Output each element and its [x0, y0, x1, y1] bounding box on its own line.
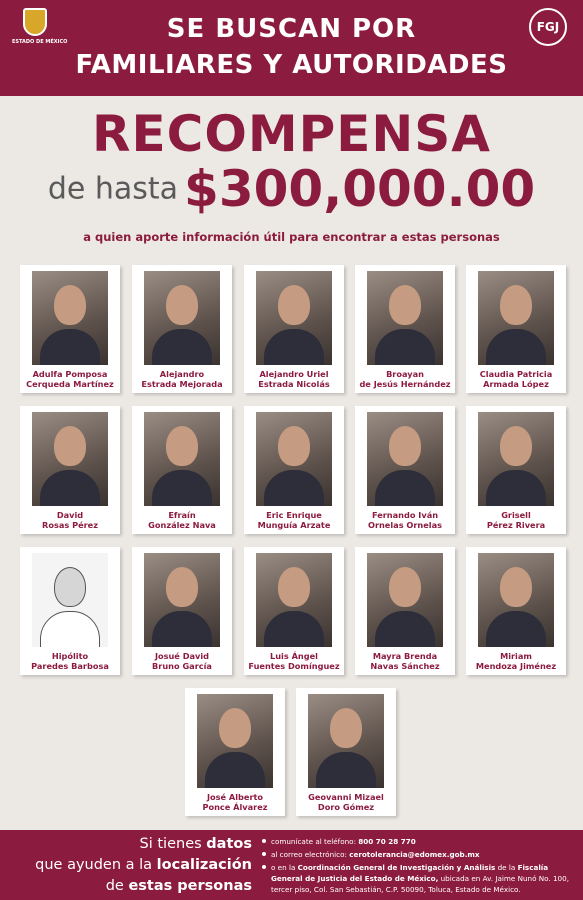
- person-card: [185, 688, 285, 816]
- person-name: Geovanni Mizael Doro Gómez: [308, 792, 384, 812]
- person-card: [132, 265, 232, 393]
- person-photo: [367, 553, 443, 647]
- person-name: Adulfa Pomposa Cerqueda Martínez: [26, 369, 114, 389]
- contact-phone: comunícate al teléfono: 800 70 28 770: [262, 836, 578, 847]
- person-photo: [32, 271, 108, 365]
- person-photo: [367, 271, 443, 365]
- header-line-1: SE BUSCAN POR: [166, 14, 417, 44]
- person-card: [296, 688, 396, 816]
- person-card: [244, 265, 344, 393]
- contact-email: al correo electrónico: cerotolerancia@edomex.gob.mx: [262, 849, 578, 860]
- person-name: Luis Ángel Fuentes Domínguez: [248, 651, 340, 671]
- person-photo: [197, 694, 273, 788]
- footer-callout: Si tienes datos que ayuden a la localización de estas personas: [35, 836, 252, 894]
- person-card: [20, 406, 120, 534]
- person-photo: [256, 412, 332, 506]
- person-photo: [144, 553, 220, 647]
- person-card: [244, 547, 344, 675]
- person-photo: [478, 553, 554, 647]
- person-name: Claudia Patricia Armada López: [479, 369, 553, 389]
- reward-prefix: de hasta: [47, 171, 179, 207]
- person-name: David Rosas Pérez: [42, 510, 98, 530]
- person-card: [132, 406, 232, 534]
- person-name: Broayan de Jesús Hernández: [359, 369, 451, 389]
- person-photo: [256, 553, 332, 647]
- person-card: [20, 547, 120, 675]
- person-photo: [478, 271, 554, 365]
- header-line-2: FAMILIARES Y AUTORIDADES: [75, 50, 508, 80]
- person-photo: [308, 694, 384, 788]
- footer-contact-info: [262, 836, 578, 897]
- person-name: Eric Enrique Munguía Arzate: [257, 510, 331, 530]
- person-name: Mayra Brenda Navas Sánchez: [370, 651, 440, 671]
- person-photo: [144, 412, 220, 506]
- person-photo: [32, 412, 108, 506]
- reward-title: RECOMPENSA: [92, 105, 491, 163]
- person-card: [132, 547, 232, 675]
- reward-amount-line: [0, 160, 583, 218]
- person-name: Miriam Mendoza Jiménez: [475, 651, 557, 671]
- contact-address: o en la Coordinación General de Investigación y Análisis de la Fiscalía General de Justicia del Estado de México, ubicada en Av. Jaime Nunó No. 100, tercer piso, Col. San Sebastián, C.P. 50090, Toluca, Estado de México.: [262, 862, 578, 895]
- person-name: Efraín González Nava: [148, 510, 216, 530]
- person-card: [244, 406, 344, 534]
- person-name: Alejandro Uriel Estrada Nicolás: [258, 369, 330, 389]
- person-name: Josué David Bruno García: [152, 651, 212, 671]
- person-photo: [256, 271, 332, 365]
- person-photo: [144, 271, 220, 365]
- footer-banner: [0, 830, 583, 900]
- reward-amount: $300,000.00: [184, 160, 536, 218]
- person-name: Hipólito Paredes Barbosa: [31, 651, 109, 671]
- person-name: José Alberto Ponce Álvarez: [202, 792, 268, 812]
- person-card: [466, 547, 566, 675]
- person-name: Alejandro Estrada Mejorada: [141, 369, 223, 389]
- person-card: [355, 406, 455, 534]
- person-sketch: [32, 553, 108, 647]
- person-card: [20, 265, 120, 393]
- person-card: [466, 406, 566, 534]
- fgj-logo: FGJ: [529, 8, 567, 46]
- person-card: [355, 265, 455, 393]
- person-name: Fernando Iván Ornelas Ornelas: [367, 510, 443, 530]
- person-photo: [478, 412, 554, 506]
- header-banner: [0, 0, 583, 96]
- person-card: [355, 547, 455, 675]
- person-photo: [367, 412, 443, 506]
- person-card: [466, 265, 566, 393]
- logo-left-caption: ESTADO DE MÉXICO: [12, 39, 68, 45]
- person-name: Grisell Pérez Rivera: [486, 510, 546, 530]
- reward-subtitle: a quien aporte información útil para encontrar a estas personas: [83, 230, 500, 244]
